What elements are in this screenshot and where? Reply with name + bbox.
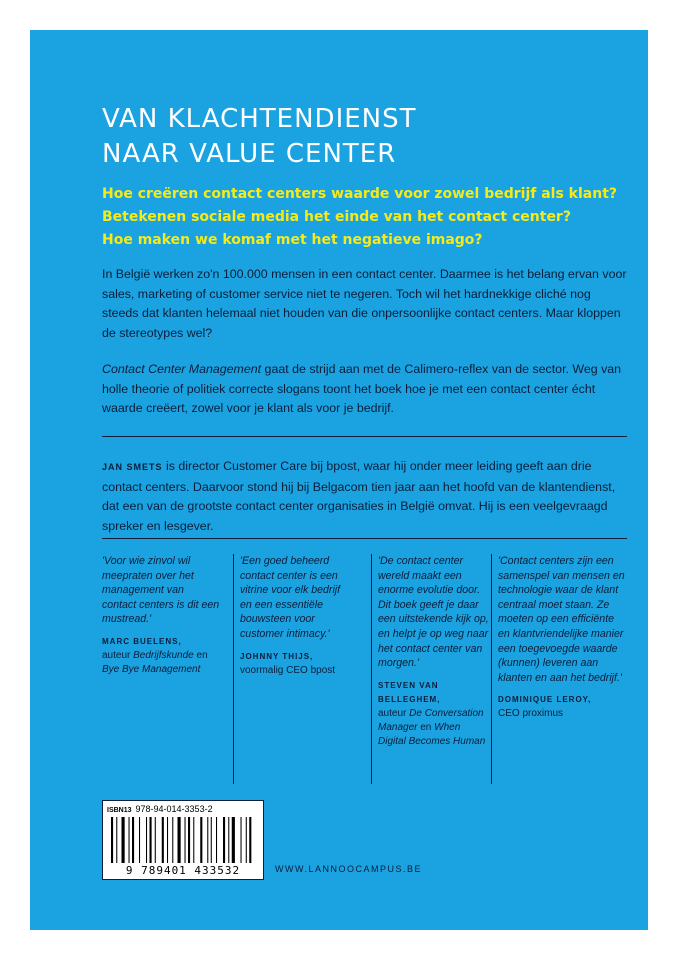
isbn-line <box>107 804 213 814</box>
endorser-work-2: Bye Bye Management <box>102 663 201 675</box>
endorsement <box>102 554 220 784</box>
author-name: JAN SMETS <box>102 462 163 472</box>
endorsement <box>233 554 351 784</box>
endorser-title <box>102 650 208 675</box>
title-line-2: NAAR VALUE CENTER <box>102 139 397 169</box>
endorser-title <box>378 708 485 747</box>
title-line-1: VAN KLACHTENDIENST <box>102 104 417 134</box>
endorsements <box>102 554 627 784</box>
endorsement-attribution <box>378 679 489 749</box>
endorser-name: STEVEN VAN BELLEGHEM, <box>378 680 441 704</box>
publisher-website: WWW.LANNOOCAMPUS.BE <box>275 864 423 874</box>
endorser-title <box>498 708 563 719</box>
author-bio <box>102 457 628 537</box>
intro-paragraph: In België werken zo'n 100.000 mensen in een contact center. Daarmee is het belang ervan voor sales, marketing of customer service niet te negeren. Toch wil het hardnekkige cliché nog steeds dat klanten helemaal niet houden van die onpersoonlijke contact centers. Maar kloppen de stereotypes wel? <box>102 267 627 341</box>
author-bio-text: is director Customer Care bij bpost, waar hij onder meer leiding geeft aan drie contact centers. Daarvoor stond hij bij Belgacom tien jaar aan het hoofd van de klantendienst, dat een van de grootste contact center organisaties in België omvat. Hij is een veelgevraagd spreker en lesgever. <box>102 459 616 534</box>
endorser-title <box>240 665 335 676</box>
endorser-connector: en <box>417 721 435 733</box>
endorser-name: MARC BUELENS, <box>102 636 182 646</box>
endorsement-attribution <box>102 635 220 677</box>
endorser-role: CEO proximus <box>498 708 564 720</box>
question-1: Hoe creëren contact centers waarde voor zowel bedrijf als klant? <box>102 186 618 202</box>
isbn-barcode <box>102 800 264 880</box>
book-title-inline: Contact Center Management <box>102 362 262 376</box>
question-2: Betekenen sociale media het einde van het contact center? <box>102 209 571 225</box>
endorsement <box>491 554 627 784</box>
isbn-label: ISBN13 <box>107 807 132 814</box>
barcode-digits: 9 789401 433532 <box>125 864 241 877</box>
isbn-number: 978-94-014-3353-2 <box>135 804 213 814</box>
question-3: Hoe maken we komaf met het negatieve imago? <box>102 232 483 248</box>
book-title <box>102 102 417 172</box>
barcode-icon <box>111 817 257 863</box>
endorsement-attribution <box>498 693 627 721</box>
endorser-role: auteur <box>378 707 410 719</box>
key-questions <box>102 183 632 252</box>
endorser-name: JOHNNY THIJS, <box>240 651 314 661</box>
endorsement-quote: 'Contact centers zijn een samenspel van mensen en technologie waar de klant centraal moet staan. Ze moeten op een efficiënte en klantvriendelijke manier een toegevoegde waarde (kunnen) leveren aan klanten en aan het bedrijf.' <box>498 555 625 684</box>
endorser-role: auteur <box>102 649 134 661</box>
endorsement <box>371 554 489 784</box>
divider <box>102 538 627 539</box>
divider <box>102 436 627 437</box>
endorsement-quote: 'Voor wie zinvol wil meepraten over het management van contact centers is dit een mustread.' <box>102 555 220 626</box>
endorser-name: DOMINIQUE LEROY, <box>498 695 592 705</box>
endorsement-quote: 'Een goed beheerd contact center is een vitrine voor elk bedrijf en een essentiële bouwsteen voor customer intimacy.' <box>240 555 341 640</box>
endorser-work: Bedrijfskunde <box>133 649 194 661</box>
book-description <box>102 360 628 419</box>
endorser-work: De Conversation Manager <box>378 707 484 733</box>
book-description-text: gaat de strijd aan met de Calimero-reflex van de sector. Weg van holle theorie of politiek correcte slogans toont het boek hoe je met een contact center écht waarde creëert, zowel voor je klant als voor je bedrijf. <box>102 362 622 416</box>
endorsement-quote: 'De contact center wereld maakt een enorme evolutie door. Dit boek geeft je daar een uitstekende kijk op, en helpt je op weg naar het contact center van morgen.' <box>378 555 489 670</box>
endorser-work-2: When Digital Becomes Human <box>378 721 486 747</box>
endorsement-attribution <box>240 650 351 678</box>
endorser-connector: en <box>193 649 208 661</box>
back-cover <box>30 30 648 930</box>
endorser-role: voormalig CEO bpost <box>240 664 336 676</box>
